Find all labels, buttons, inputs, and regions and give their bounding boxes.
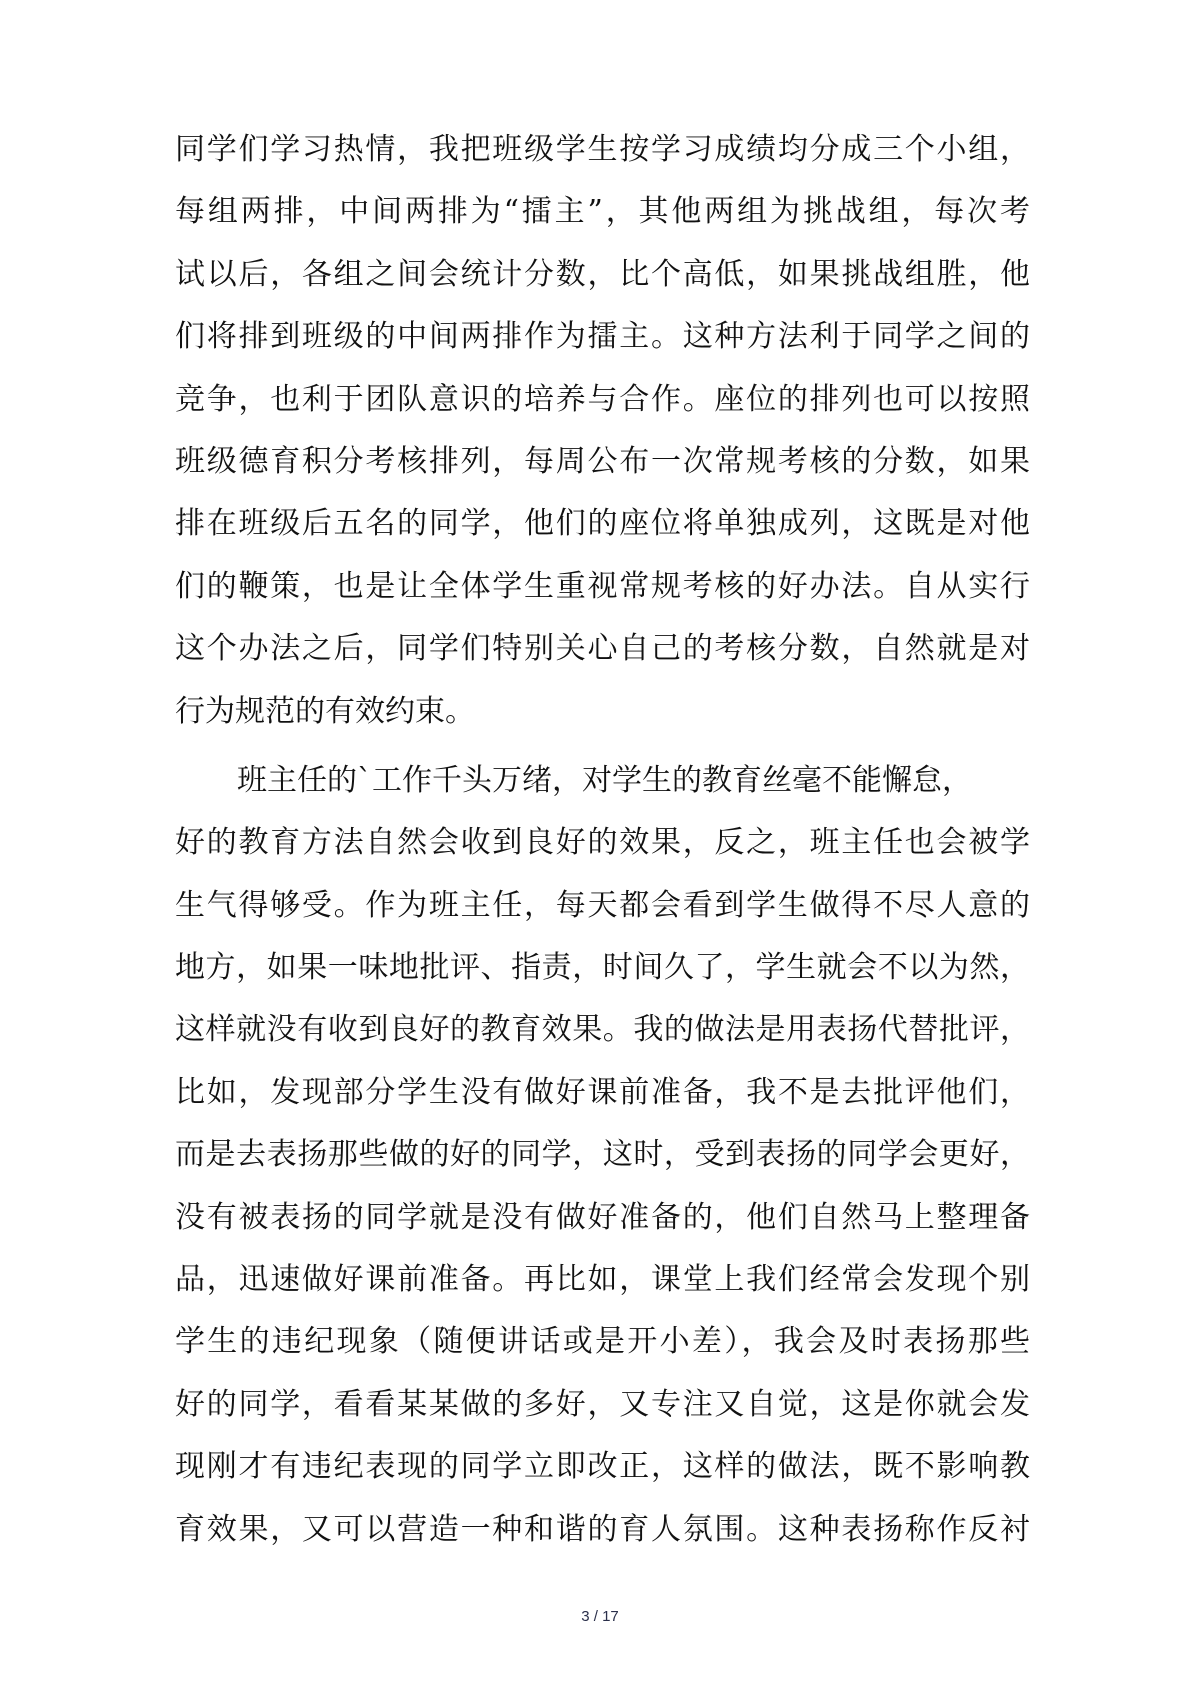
text-line: 生气得够受。作为班主任，每天都会看到学生做得不尽人意的 <box>175 887 1030 923</box>
paragraph-1 <box>175 119 1030 743</box>
text-line: 班级德育积分考核排列，每周公布一次常规考核的分数，如果 <box>175 443 1030 479</box>
body-text <box>175 119 1030 1561</box>
text-line: 比如，发现部分学生没有做好课前准备，我不是去批评他们， <box>175 1074 1030 1110</box>
text-line: 这个办法之后，同学们特别关心自己的考核分数，自然就是对 <box>175 631 1030 667</box>
text-line: 好的教育方法自然会收到良好的效果，反之，班主任也会被学 <box>175 825 1030 861</box>
text-line: 地方，如果一味地批评、指责，时间久了，学生就会不以为然， <box>175 950 1030 986</box>
text-line: 行为规范的有效约束。 <box>175 693 475 729</box>
text-line: 排在班级后五名的同学，他们的座位将单独成列，这既是对他 <box>175 506 1030 542</box>
text-line: 同学们学习热情，我把班级学生按学习成绩均分成三个小组， <box>175 132 1030 167</box>
text-line: 试以后，各组之间会统计分数，比个高低，如果挑战组胜，他 <box>175 256 1030 292</box>
paragraph-2 <box>175 750 1030 1561</box>
text-line: 品，迅速做好课前准备。再比如，课堂上我们经常会发现个别 <box>175 1262 1030 1298</box>
text-line: 而是去表扬那些做的好的同学，这时，受到表扬的同学会更好， <box>175 1137 1030 1173</box>
text-line: 现刚才有违纪表现的同学立即改正，这样的做法，既不影响教 <box>175 1449 1030 1485</box>
text-line: 每组两排，中间两排为“擂主”，其他两组为挑战组，每次考 <box>175 194 1030 230</box>
page-number: 3 / 17 <box>581 1608 619 1625</box>
text-line: 班主任的`工作千头万绪，对学生的教育丝毫不能懈怠， <box>237 762 972 798</box>
text-line: 竞争，也利于团队意识的培养与合作。座位的排列也可以按照 <box>175 381 1030 417</box>
text-line: 没有被表扬的同学就是没有做好准备的，他们自然马上整理备 <box>175 1199 1030 1235</box>
text-line: 好的同学，看看某某做的多好，又专注又自觉，这是你就会发 <box>175 1386 1030 1422</box>
text-line: 们的鞭策，也是让全体学生重视常规考核的好办法。自从实行 <box>175 568 1030 604</box>
text-line: 育效果，又可以营造一种和谐的育人氛围。这种表扬称作反衬 <box>175 1511 1030 1547</box>
text-line: 们将排到班级的中间两排作为擂主。这种方法利于同学之间的 <box>175 319 1030 355</box>
text-line: 学生的违纪现象（随便讲话或是开小差），我会及时表扬那些 <box>175 1324 1030 1360</box>
text-line: 这样就没有收到良好的教育效果。我的做法是用表扬代替批评， <box>175 1012 1030 1048</box>
